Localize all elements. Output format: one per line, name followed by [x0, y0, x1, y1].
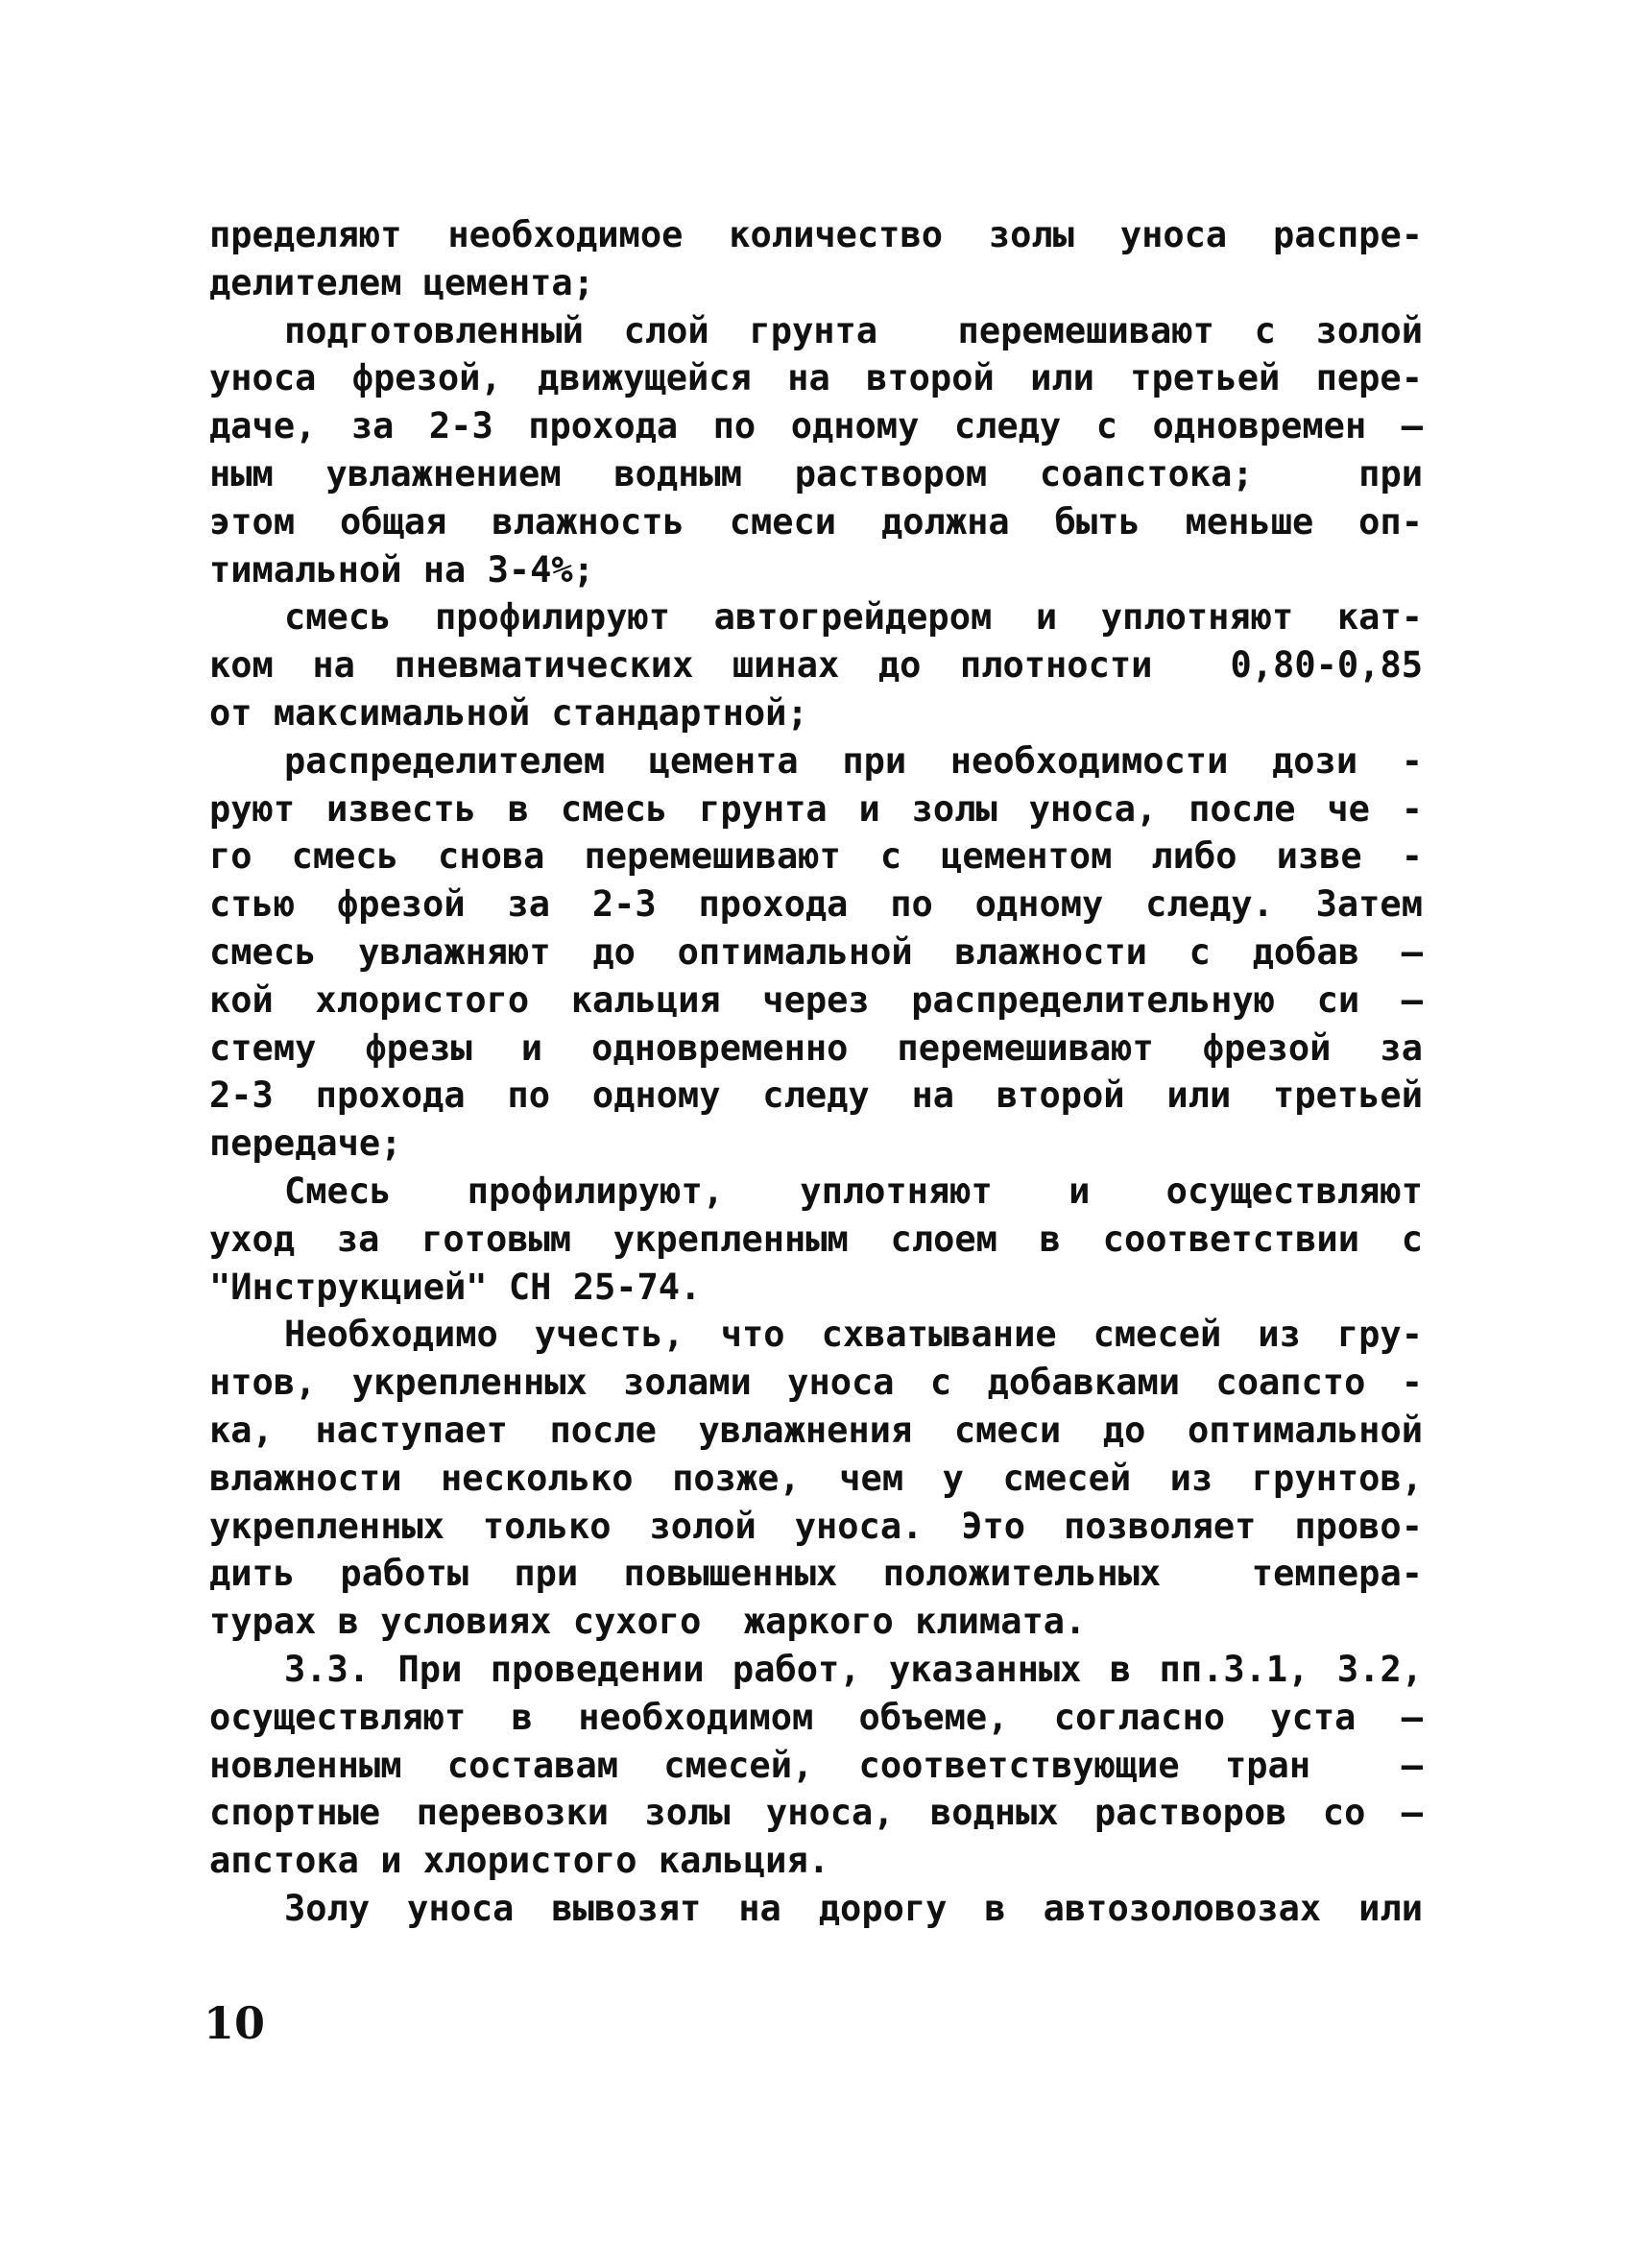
paragraph-cement-distribution [209, 211, 1423, 307]
text-line: смесь увлажняют до оптимальной влажности с добав – [209, 930, 1423, 973]
text-line: уход за готовым укрепленным слоем в соответствии с [209, 1218, 1423, 1260]
paragraph-lime-dosing [209, 737, 1423, 1168]
text-line: нтов, укрепленных золами уноса с добавками соапсто - [209, 1362, 1423, 1404]
text-line: распределителем цемента при необходимости дози - [284, 739, 1423, 782]
page-number: 10 [204, 1997, 266, 2049]
page-body-text [209, 211, 1423, 1933]
text-line: укрепленных только золой уноса. Это позволяет прово- [209, 1505, 1423, 1547]
text-line: руют известь в смесь грунта и золы уноса, после че - [209, 787, 1423, 830]
text-line: дить работы при повышенных положительных темпера- [209, 1553, 1423, 1595]
text-line: от максимальной стандартной; [209, 691, 808, 734]
paragraph-setting-note [209, 1311, 1423, 1646]
text-line: 3.3. При проведении работ, указанных в пп.3.1, 3.2, [284, 1648, 1423, 1690]
text-line: тимальной на 3-4%; [209, 548, 594, 591]
text-line: ным увлажнением водным раствором соапстока; при [209, 452, 1423, 495]
text-line: ка, наступает после увлажнения смеси до оптимальной [209, 1409, 1423, 1451]
paragraph-ash-transport [209, 1885, 1423, 1933]
paragraph-section-3-3 [209, 1646, 1423, 1885]
text-line: апстока и хлористого кальция. [209, 1840, 830, 1882]
text-line: ком на пневматических шинах до плотности 0,80-0,85 [209, 644, 1423, 687]
paragraph-profiling-compaction [209, 593, 1423, 736]
text-line: смесь профилируют автогрейдером и уплотняют кат- [284, 596, 1423, 639]
paragraph-mixing-with-ash [209, 307, 1423, 594]
text-line: даче, за 2-3 прохода по одному следу с одновремен – [209, 405, 1423, 447]
text-line: го смесь снова перемешивают с цементом либо изве - [209, 835, 1423, 878]
paragraph-final-profiling [209, 1168, 1423, 1311]
text-line: влажности несколько позже, чем у смесей из грунтов, [209, 1457, 1423, 1499]
text-line: Смесь профилируют, уплотняют и осуществляют [284, 1170, 1423, 1212]
text-line: уноса фрезой, движущейся на второй или третьей пере- [209, 357, 1423, 399]
text-line: стему фрезы и одновременно перемешивают фрезой за [209, 1026, 1423, 1069]
text-line: турах в условиях сухого жаркого климата. [209, 1601, 1087, 1643]
text-line: делителем цемента; [209, 261, 594, 303]
text-line: стью фрезой за 2-3 прохода по одному следу. Затем [209, 883, 1423, 926]
text-line: 2-3 прохода по одному следу на второй или третьей [209, 1074, 1423, 1117]
text-line: Необходимо учесть, что схватывание смесей из гру- [284, 1314, 1423, 1356]
text-line: кой хлористого кальция через распределительную си – [209, 978, 1423, 1021]
text-line: пределяют необходимое количество золы уноса распре- [209, 214, 1423, 255]
text-line: новленным составам смесей, соответствующие тран – [209, 1744, 1423, 1786]
text-line: передаче; [209, 1122, 402, 1165]
text-line: подготовленный слой грунта перемешивают с золой [284, 309, 1423, 351]
text-line: Золу уноса вывозят на дорогу в автозоловозах или [284, 1887, 1423, 1929]
text-line: "Инструкцией" СН 25-74. [209, 1266, 702, 1308]
text-line: осуществляют в необходимом объеме, согласно уста – [209, 1696, 1423, 1738]
text-line: спортные перевозки золы уноса, водных растворов со – [209, 1792, 1423, 1834]
text-line: этом общая влажность смеси должна быть меньше оп- [209, 500, 1423, 543]
